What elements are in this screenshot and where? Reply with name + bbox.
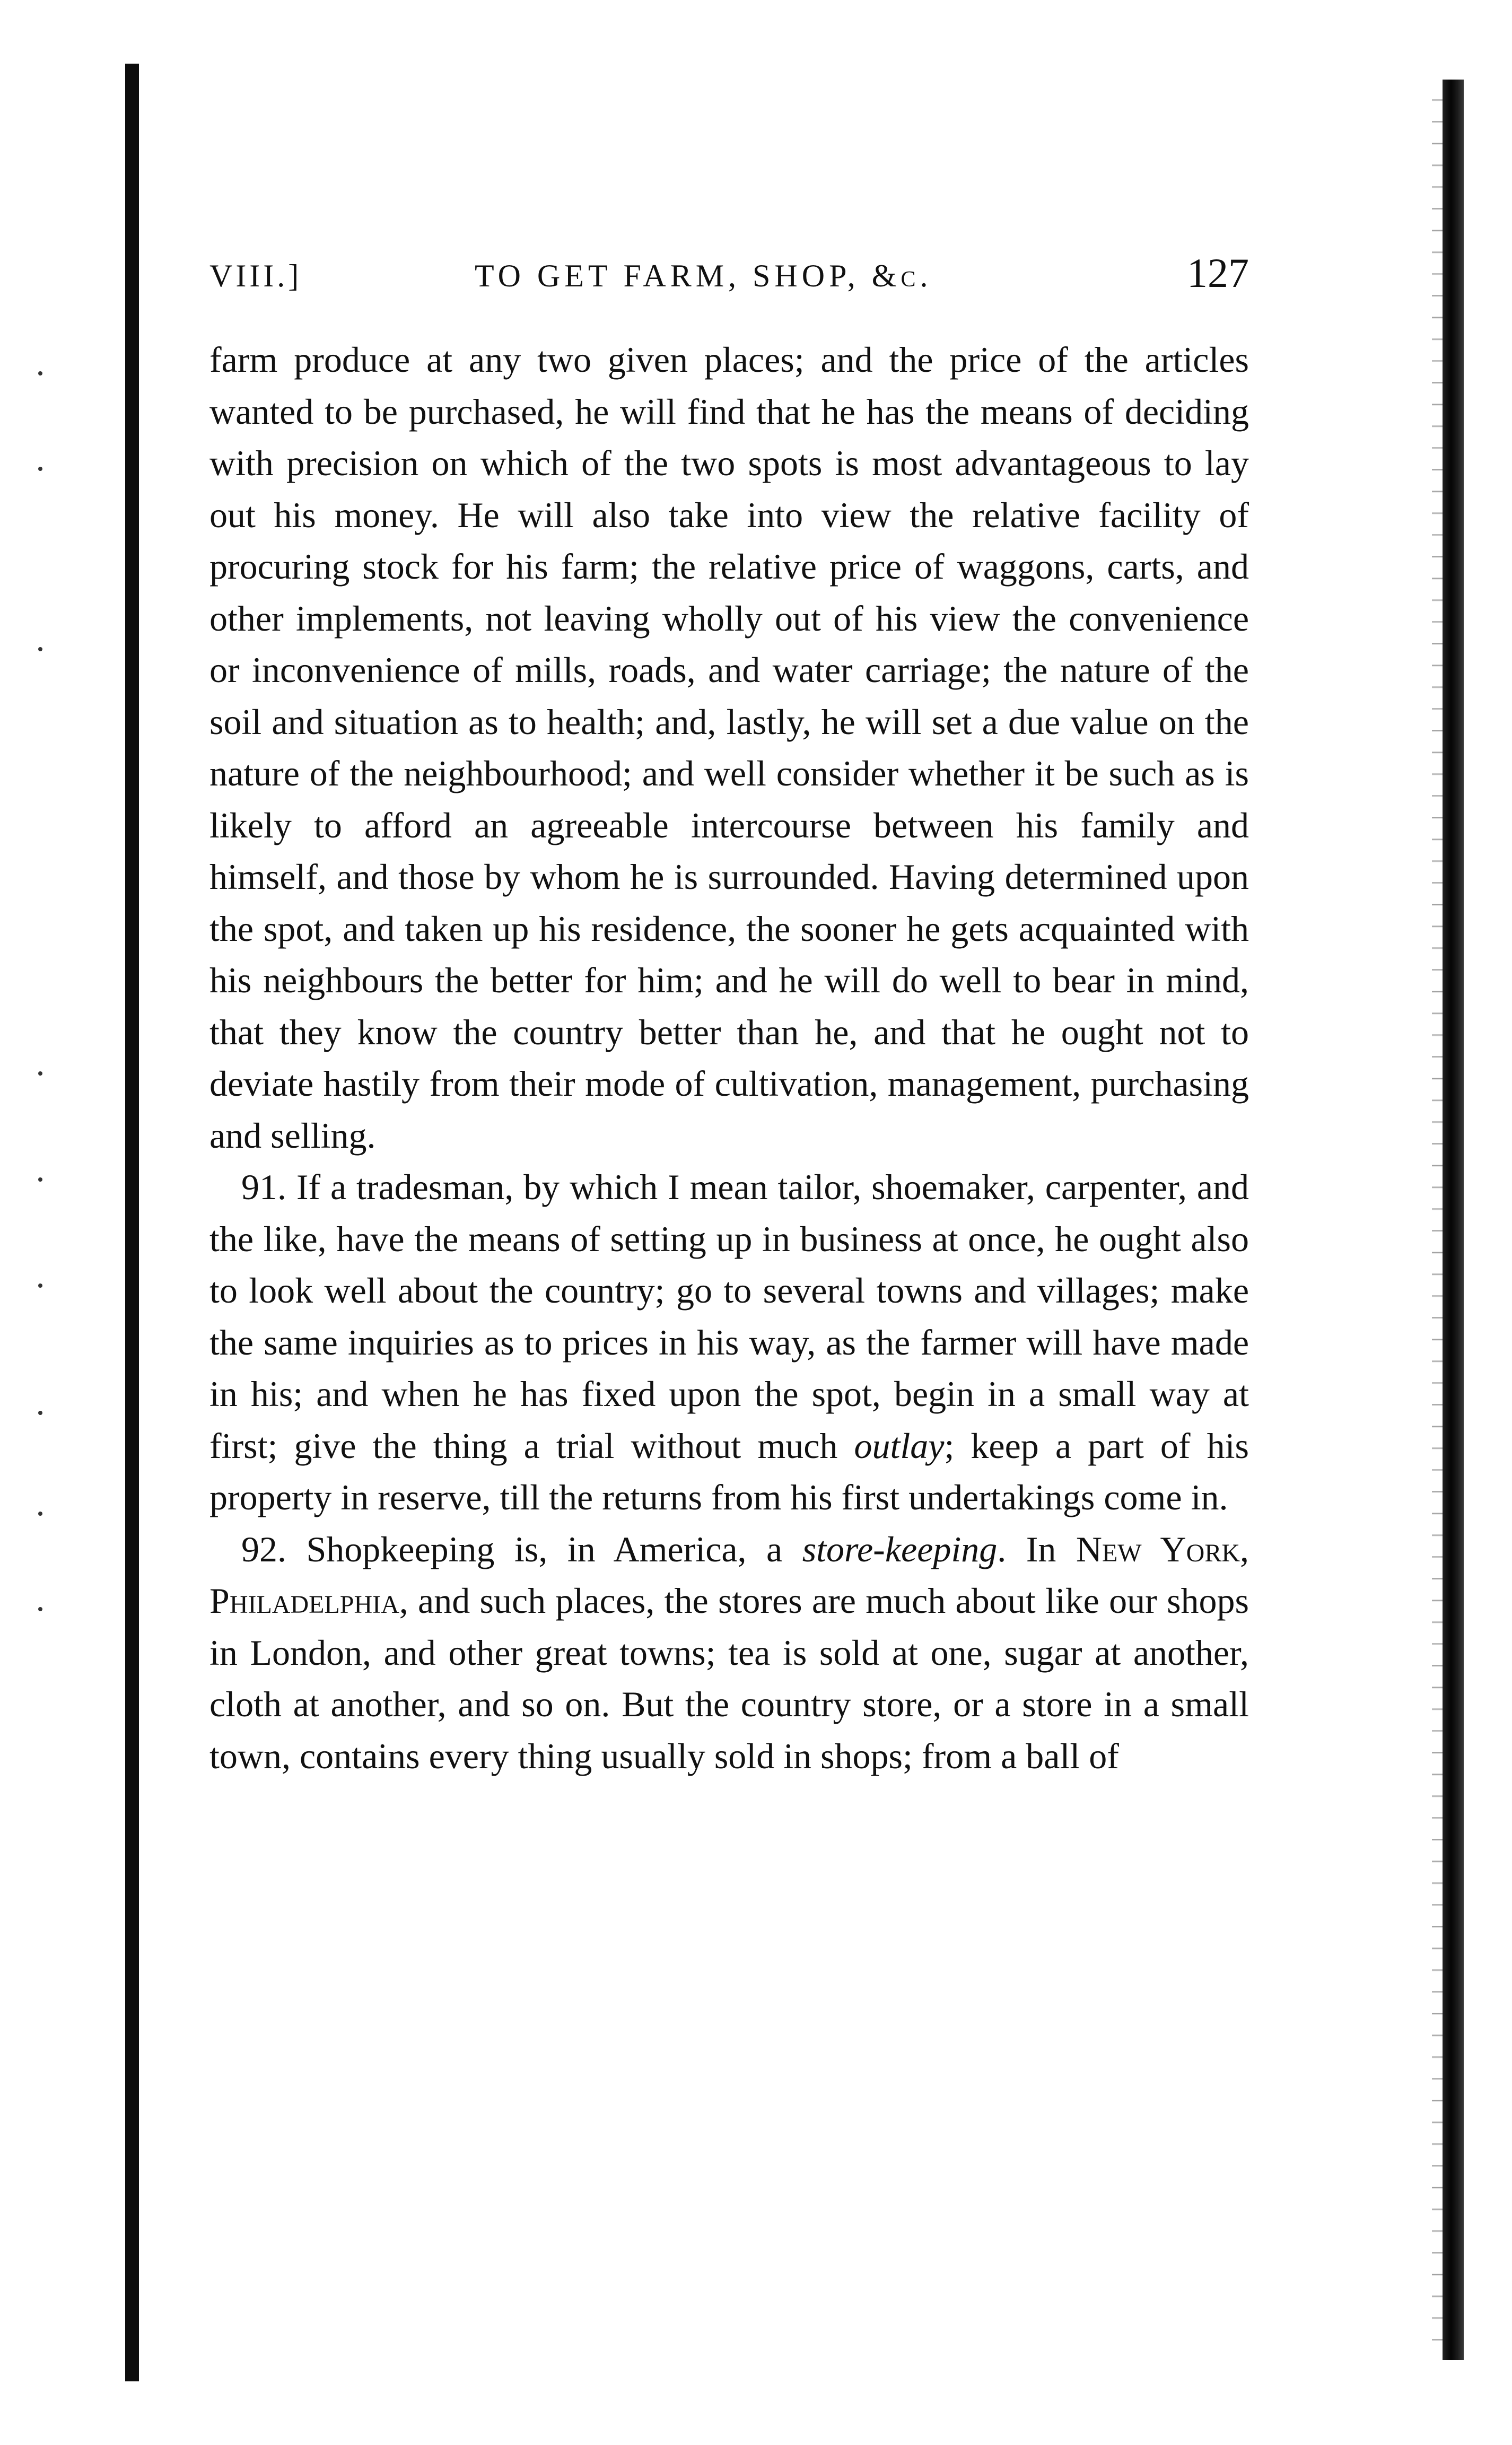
paragraph-text: Shopkeeping is, in America, a: [306, 1529, 783, 1569]
paragraph-text: If a tradesman, by which I mean tailor, shoemaker, carpenter, and the like, have the means of setting up in business at once, he ought also to look well about the country; go to several towns and villages; make the same inquiries as to prices in his way, as the farmer will have made in his; and when he has fixed upon the spot, begin in a small way at first; give the thing a trial without much: [209, 1167, 1249, 1466]
running-title: TO GET FARM, SHOP, &c.: [475, 258, 932, 293]
paragraph-number: 92.: [241, 1529, 286, 1569]
margin-specks: [32, 371, 53, 1697]
paragraph-text: . In: [997, 1529, 1056, 1569]
place-name: New York: [1076, 1529, 1240, 1569]
paragraph-text: , and such places, the stores are much about like our shops in London, and other great towns; tea is sold at one, sugar at another, cloth at another, and so on. But the country store, or a store in a small town, contains every thing usually sold in shops; from a ball of: [209, 1580, 1249, 1776]
paragraph-92: [209, 1524, 1249, 1783]
paragraph-91: [209, 1162, 1249, 1524]
chapter-marker: VIII.]: [209, 258, 302, 293]
paragraph-text: ,: [1240, 1529, 1249, 1569]
paragraph-number: 91.: [241, 1167, 286, 1207]
paragraph-continued: [209, 334, 1249, 1162]
italic-term: store-keeping: [802, 1529, 998, 1569]
running-header: [209, 249, 1249, 313]
page-edge-specks-right: [1432, 80, 1443, 2360]
paragraph-text: ; keep a part of his property in reserve, till the returns from his first undertakings come in.: [209, 1425, 1249, 1517]
paragraph-text: farm produce at any two given places; and the price of the articles wanted to be purchased, he will find that he has the means of deciding with precision on which of the two spots is most advantageous to lay out his money. He will also take into view the relative facility of procuring stock for his farm; the relative price of waggons, carts, and other implements, not leaving wholly out of his view the convenience or inconvenience of mills, roads, and water carriage; the nature of the soil and situation as to health; and, lastly, he will set a due value on the nature of the neighbourhood; and well consider whether it be such as is likely to afford an agreeable intercourse between his family and himself, and those by whom he is surrounded. Having determined upon the spot, and taken up his residence, the sooner he gets acquainted with his neighbours the better for him; and he will do well to bear in mind, that they know the country better than he, and that he ought not to deviate hastily from their mode of cultivation, management, purchasing and selling.: [209, 339, 1249, 1156]
page-edge-shadow-left: [125, 64, 139, 2381]
italic-term: outlay: [854, 1425, 945, 1466]
page-edge-shadow-right: [1443, 80, 1464, 2360]
body-text: [209, 334, 1249, 1782]
page-number: 127: [1187, 250, 1249, 296]
place-name: Philadelphia: [209, 1580, 399, 1621]
